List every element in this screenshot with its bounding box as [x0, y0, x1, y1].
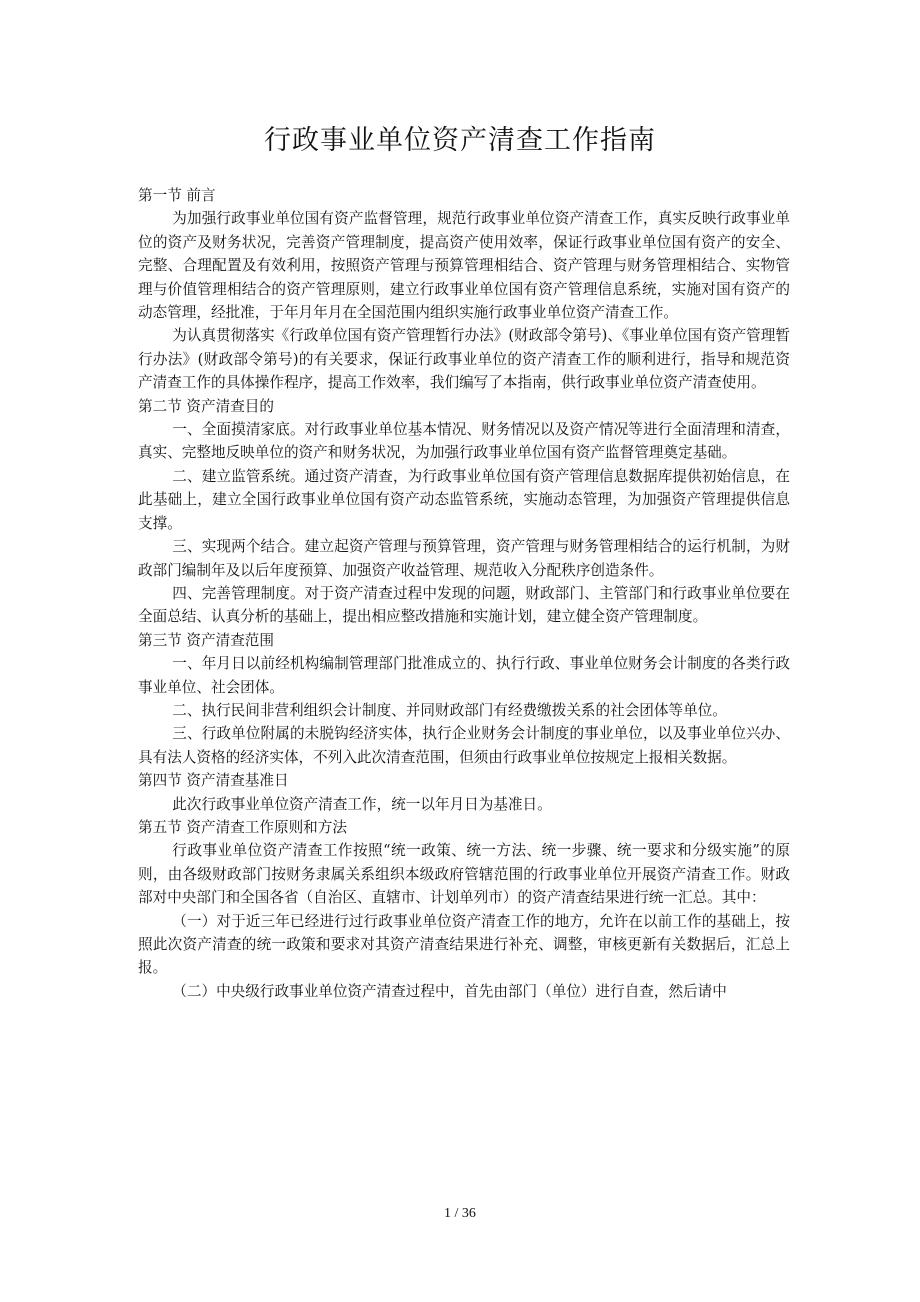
- paragraph: （二）中央级行政事业单位资产清查过程中，首先由部门（单位）进行自查，然后请中: [172, 982, 727, 1000]
- paragraph: 为认真贯彻落实《行政单位国有资产管理暂行办法》(财政部令第号)、《事业单位国有资产管理暂行办法》(财政部令第号)的有关要求，保证行政事业单位的资产清查工作的顺利进行，指导和规范资产清查工作的具体操作程序，提高工作效率，我们编写了本指南，供行政事业单位资产清查使用。: [138, 327, 790, 392]
- paragraph: 一、全面摸清家底。对行政事业单位基本情况、财务情况以及资产情况等进行全面清理和清查，真实、完整地反映单位的资产和财务状况，为加强行政事业单位国有资产监督管理奠定基础。: [138, 421, 790, 462]
- paragraph: 二、建立监管系统。通过资产清查，为行政事业单位国有资产管理信息数据库提供初始信息，在此基础上，建立全国行政事业单位国有资产动态监管系统，实施动态管理，为加强资产管理提供信息支撑。: [138, 467, 790, 532]
- document-body: [138, 184, 790, 1003]
- paragraph: 为加强行政事业单位国有资产监督管理，规范行政事业单位资产清查工作，真实反映行政事业单位的资产及财务状况，完善资产管理制度，提高资产使用效率，保证行政事业单位国有资产的安全、完整、合理配置及有效利用，按照资产管理与预算管理相结合、资产管理与财务管理相结合、实物管理与价值管理相结合的资产管理原则，建立行政事业单位国有资产管理信息系统，实施对国有资产的动态管理，经批准，于年月年月在全国范围内组织实施行政事业单位资产清查工作。: [138, 210, 790, 322]
- paragraph: 一、年月日以前经机构编制管理部门批准成立的、执行行政、事业单位财务会计制度的各类行政事业单位、社会团体。: [138, 655, 790, 696]
- document-title: 行政事业单位资产清查工作指南: [264, 125, 656, 156]
- section-heading: 第五节 资产清查工作原则和方法: [138, 818, 347, 836]
- paragraph: 四、完善管理制度。对于资产清查过程中发现的问题，财政部门、主管部门和行政事业单位要在全面总结、认真分析的基础上，提出相应整改措施和实施计划，建立健全资产管理制度。: [138, 584, 790, 626]
- paragraph: （一）对于近三年已经进行过行政事业单位资产清查工作的地方，允许在以前工作的基础上，按照此次资产清查的统一政策和要求对其资产清查结果进行补充、调整，审核更新有关数据后，汇总上报。: [138, 912, 790, 977]
- paragraph: 行政事业单位资产清查工作按照“统一政策、统一方法、统一步骤、统一要求和分级实施”的原则，由各级财政部门按财务隶属关系组织本级政府管辖范围的行政事业单位开展资产清查工作。财政部对中央部门和全国各省（自治区、直辖市、计划单列市）的资产清查结果进行统一汇总。其中：: [138, 842, 790, 907]
- section-heading: 第二节 资产清查目的: [138, 397, 274, 415]
- paragraph: 三、实现两个结合。建立起资产管理与预算管理，资产管理与财务管理相结合的运行机制，为财政部门编制年及以后年度预算、加强资产收益管理、规范收入分配秩序创造条件。: [138, 538, 790, 579]
- section-heading: 第一节 前言: [138, 187, 216, 204]
- section-heading: 第三节 资产清查范围: [138, 631, 274, 649]
- section-heading: 第四节 资产清查基准日: [138, 772, 289, 790]
- page-number: 1 / 36: [444, 1206, 476, 1221]
- paragraph: 此次行政事业单位资产清查工作，统一以年月日为基准日。: [172, 795, 552, 813]
- paragraph: 三、行政单位附属的未脱钩经济实体，执行企业财务会计制度的事业单位，以及事业单位兴办、具有法人资格的经济实体，不列入此次清查范围，但须由行政事业单位按规定上报相关数据。: [138, 725, 790, 766]
- paragraph: 二、执行民间非营利组织会计制度、并同财政部门有经费缴拨关系的社会团体等单位。: [172, 701, 727, 719]
